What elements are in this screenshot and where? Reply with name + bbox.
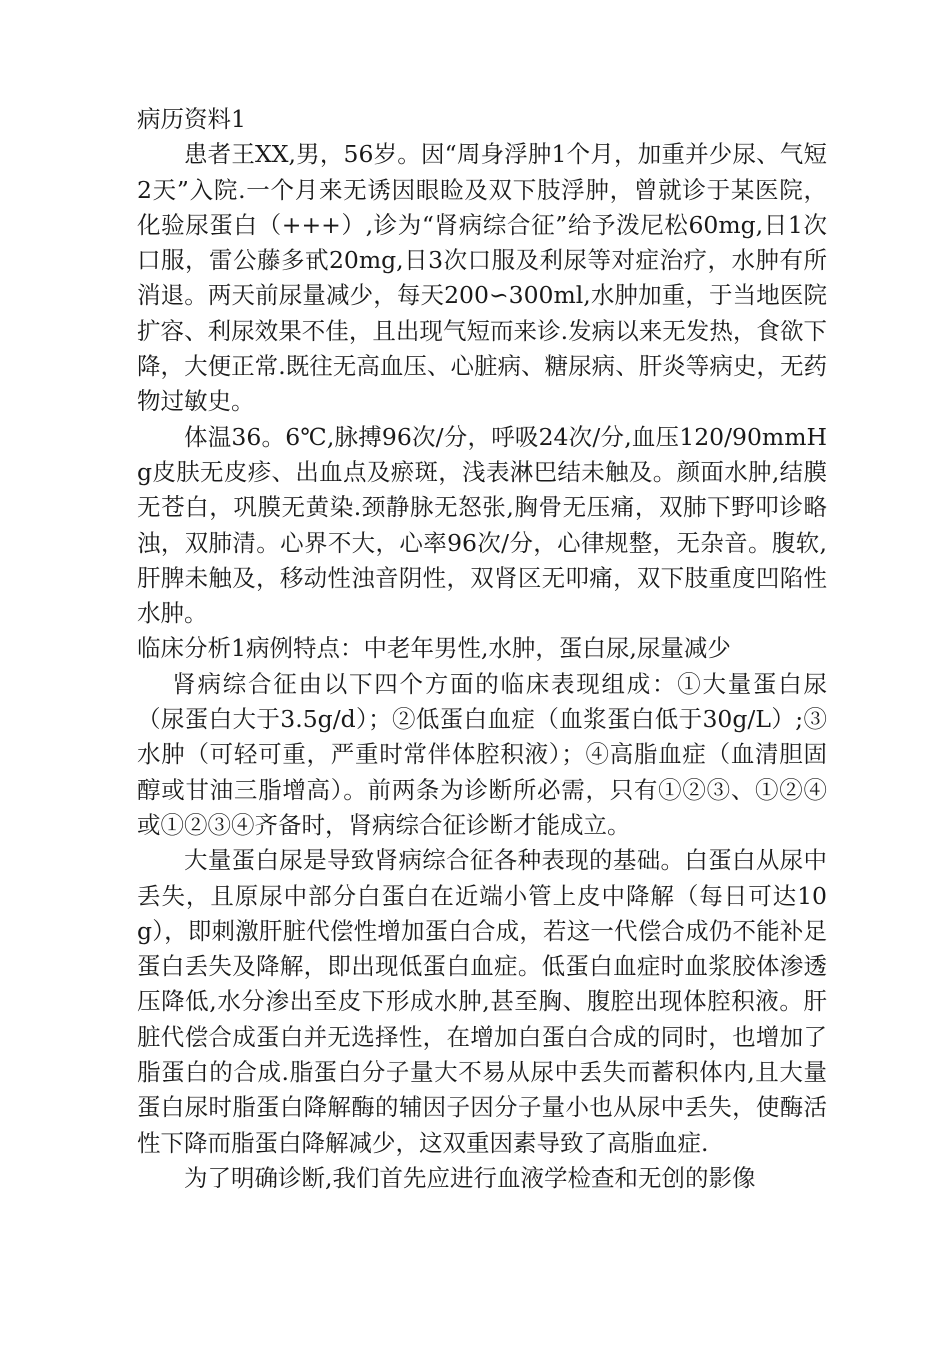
analysis-heading: 临床分析1病例特点：中老年男性,水肿，蛋白尿,尿量减少 [137, 634, 731, 663]
analysis-paragraph-criteria: 肾病综合征由以下四个方面的临床表现组成：①大量蛋白尿（尿蛋白大于3.5g/d）；②低蛋白血症（血浆蛋白低于30g/L）;③水肿（可轻可重，严重时常伴体腔积液）；④高脂血症（血清胆固醇或甘油三脂增高）。前两条为诊断所必需，只有①②③、①②④或①②③④齐备时，肾病综合征诊断才能成立。 [137, 669, 827, 839]
document-page [137, 102, 827, 1196]
case-heading: 病历资料1 [137, 105, 246, 133]
analysis-paragraph-diagnosis: 为了明确诊断,我们首先应进行血液学检查和无创的影像 [184, 1163, 756, 1192]
analysis-paragraph-mechanism: 大量蛋白尿是导致肾病综合征各种表现的基础。白蛋白从尿中丢失，且原尿中部分白蛋白在近端小管上皮中降解（每日可达10g），即刺激肝脏代偿性增加蛋白合成，若这一代偿合成仍不能补足蛋白丢失及降解，即出现低蛋白血症。低蛋白血症时血浆胶体渗透压降低,水分渗出至皮下形成水肿,甚至胸、腹腔出现体腔积液。肝脏代偿合成蛋白并无选择性，在增加白蛋白合成的同时，也增加了脂蛋白的合成.脂蛋白分子量大不易从尿中丢失而蓄积体内,且大量蛋白尿时脂蛋白降解酶的辅因子因分子量小也从尿中丢失，使酶活性下降而脂蛋白降解减少，这双重因素导致了高脂血症. [137, 846, 827, 1157]
history-paragraph: 患者王XX,男，56岁。因“周身浮肿1个月，加重并少尿、气短2天”入院.一个月来无诱因眼睑及双下肢浮肿，曾就诊于某医院，化验尿蛋白（+++）,诊为“肾病综合征”给予泼尼松60mg,日1次口服，雷公藤多甙20mg,日3次口服及利尿等对症治疗，水肿有所消退。两天前尿量减少，每天200∽300ml,水肿加重，于当地医院扩容、利尿效果不佳，且出现气短而来诊.发病以来无发热，食欲下降，大便正常.既往无高血压、心脏病、糖尿病、肝炎等病史，无药物过敏史。 [137, 140, 827, 416]
exam-paragraph: 体温36。6℃,脉搏96次/分，呼吸24次/分,血压120/90mmHg皮肤无皮疹、出血点及瘀斑，浅表淋巴结未触及。颜面水肿,结膜无苍白，巩膜无黄染.颈静脉无怒张,胸骨无压痛，双肺下野叩诊略浊，双肺清。心界不大，心率96次/分，心律规整，无杂音。腹软,肝脾未触及，移动性浊音阴性，双肾区无叩痛，双下肢重度凹陷性水肿。 [137, 422, 827, 628]
